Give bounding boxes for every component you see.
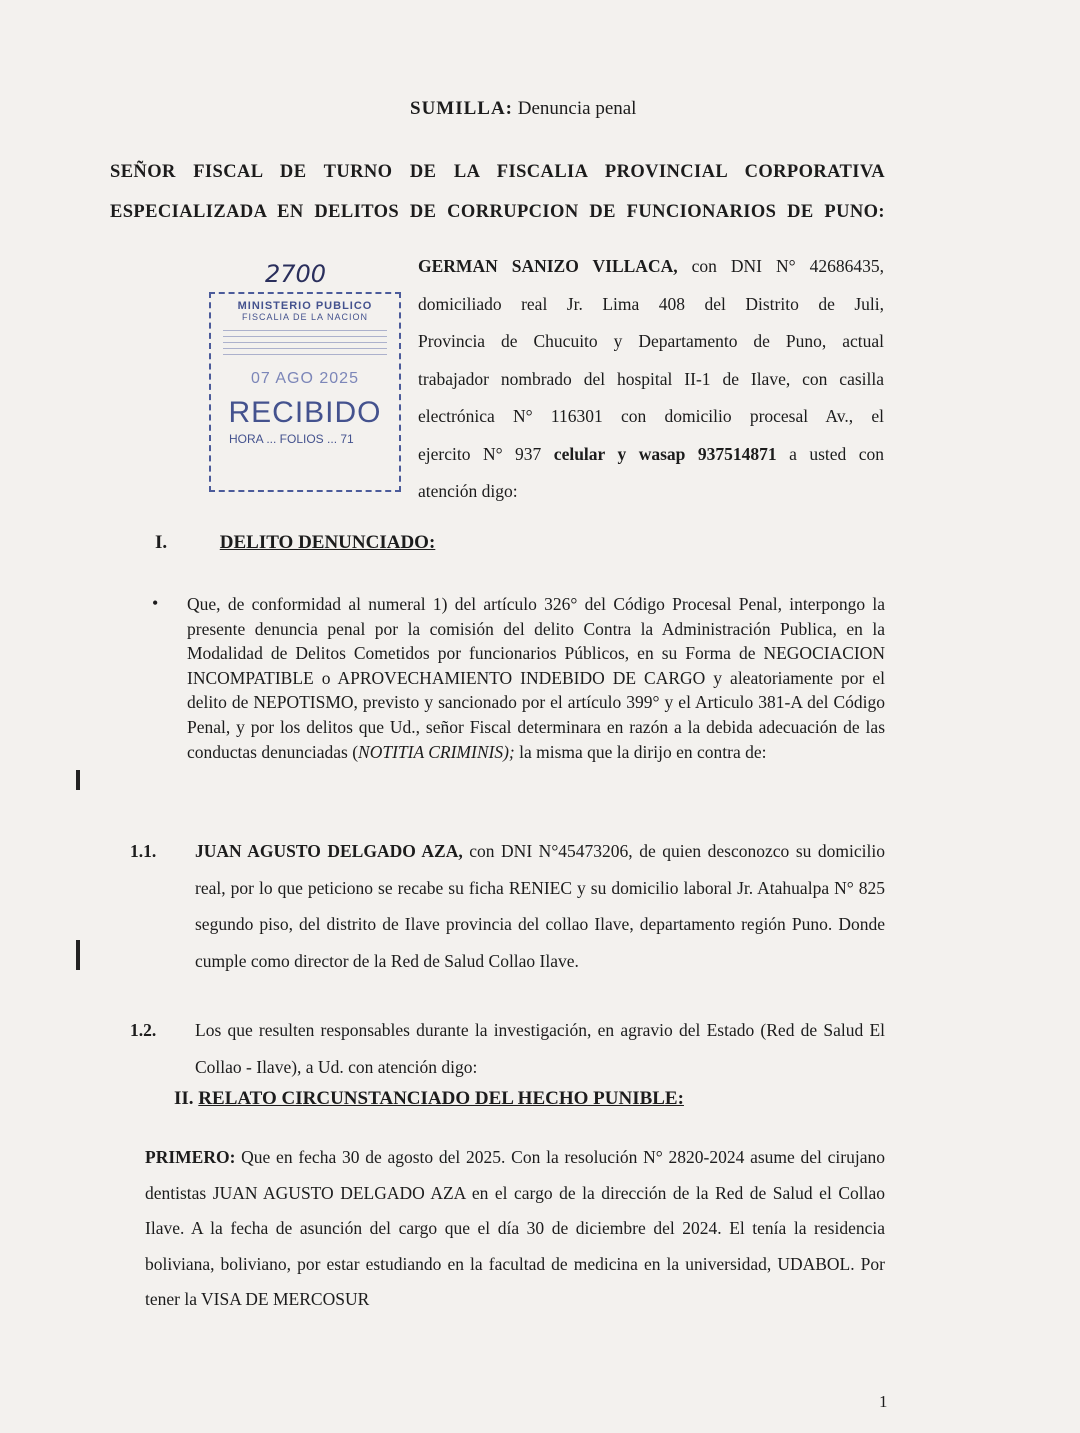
sender-line-5: electrónica N° 116301 con domicilio procesal Av., el	[418, 406, 884, 426]
sumilla	[410, 98, 636, 120]
stamp-date: 07 AGO 2025	[251, 370, 359, 387]
sumilla-label: SUMILLA:	[410, 98, 514, 119]
accused-name: JUAN AGUSTO DELGADO AZA,	[195, 841, 463, 861]
section-1-number: I.	[155, 532, 168, 553]
sender-block	[418, 248, 884, 511]
stamp-small-print	[223, 330, 387, 358]
sender-phone: celular y wasap 937514871	[553, 443, 777, 464]
bullet-text	[187, 592, 885, 764]
received-stamp	[205, 262, 395, 500]
item-1-1-text	[195, 833, 885, 979]
bullet-text-main: Que, de conformidad al numeral 1) del artículo 326° del Código Procesal Penal, interpongo la presente denuncia penal por la comisión del delito Contra la Administración Publica, en la Modalidad de Delitos Cometidos por funcionarios Públicos, en su Forma de NEGOCIACION INCOMPATIBLE o APROVECHAMIENTO INDEBIDO DE CARGO y aleatoriamente por el delito de NEPOTISMO, previsto y sancionado por el artículo 399° y el Articulo 381-A del Código Penal, y por los delitos que Ud., señor Fiscal determinara en razón a la debida adecuación de las conductas denunciadas (	[187, 594, 885, 762]
sender-line-3: Provincia de Chucuito y Departamento de Puno, actual	[418, 331, 884, 351]
sender-line-6-end: a usted con	[789, 443, 885, 464]
stamp-number: 2700	[265, 260, 327, 288]
item-1-2-number: 1.2.	[130, 1020, 157, 1040]
sender-line-2: domiciliado real Jr. Lima 408 del Distrito de Juli,	[418, 293, 884, 314]
sender-line-6	[418, 436, 884, 474]
bullet-paragraph	[150, 592, 885, 764]
section-1-heading	[155, 532, 435, 554]
item-1-1-number: 1.1.	[130, 841, 157, 861]
item-1-1	[130, 833, 885, 979]
bullet-icon: •	[152, 593, 159, 613]
stamp-signature: HORA ... FOLIOS ... 71	[229, 432, 354, 446]
addressee-heading: SEÑOR FISCAL DE TURNO DE LA FISCALIA PROVINCIAL CORPORATIVA ESPECIALIZADA EN DELITOS DE CORRUPCION DE FUNCIONARIOS DE PUNO:	[110, 162, 885, 222]
scan-edge-mark	[76, 940, 80, 970]
section-2-number: II.	[174, 1088, 194, 1109]
section-1-title: DELITO DENUNCIADO:	[219, 532, 436, 553]
section-2-heading	[174, 1088, 684, 1110]
stamp-received: RECIBIDO	[228, 396, 382, 429]
sender-line-7: atención digo:	[418, 481, 518, 501]
sender-dni: con DNI N° 42686435,	[691, 256, 884, 276]
item-1-2	[130, 1012, 885, 1085]
primero-label: PRIMERO:	[145, 1147, 236, 1167]
primero-paragraph	[145, 1140, 885, 1318]
sender-address-number: ejercito N° 937	[418, 443, 542, 464]
scan-edge-mark	[76, 770, 80, 790]
bullet-text-italic: NOTITIA CRIMINIS);	[358, 741, 515, 762]
primero-text: Que en fecha 30 de agosto del 2025. Con la resolución N° 2820-2024 asume del cirujano dentistas JUAN AGUSTO DELGADO AZA en el cargo de la dirección de la Red de Salud el Collao Ilave. A la fecha de asunción del cargo que el día 30 de diciembre del 2024. El tenía la residencia boliviana, boliviano, por estar estudiando en la facultad de medicina en la universidad, UDABOL. Por tener la VISA DE MERCOSUR	[145, 1147, 885, 1309]
sender-line-1	[418, 248, 884, 286]
sender-line-4: trabajador nombrado del hospital II-1 de Ilave, con casilla	[418, 368, 884, 389]
stamp-line1: MINISTERIO PUBLICO	[237, 300, 373, 312]
item-1-1-body: con DNI N°45473206, de quien desconozco su domicilio real, por lo que peticiono se recabe su ficha RENIEC y su domicilio laboral Jr. Atahualpa N° 825 segundo piso, del distrito de Ilave provincia del collao Ilave, departamento región Puno. Donde cumple como director de la Red de Salud Collao Ilave.	[195, 841, 885, 971]
stamp-box	[209, 292, 401, 492]
stamp-line2: FISCALIA DE LA NACION	[241, 312, 369, 322]
section-2-title: RELATO CIRCUNSTANCIADO DEL HECHO PUNIBLE:	[198, 1088, 684, 1109]
sumilla-text: Denuncia penal	[517, 98, 637, 119]
bullet-text-end: la misma que la dirijo en contra de:	[514, 741, 767, 762]
page-number: 1	[879, 1392, 888, 1411]
item-1-2-text: Los que resulten responsables durante la investigación, en agravio del Estado (Red de Salud El Collao - Ilave), a Ud. con atención digo:	[195, 1020, 885, 1077]
sender-name: GERMAN SANIZO VILLACA,	[418, 256, 678, 276]
